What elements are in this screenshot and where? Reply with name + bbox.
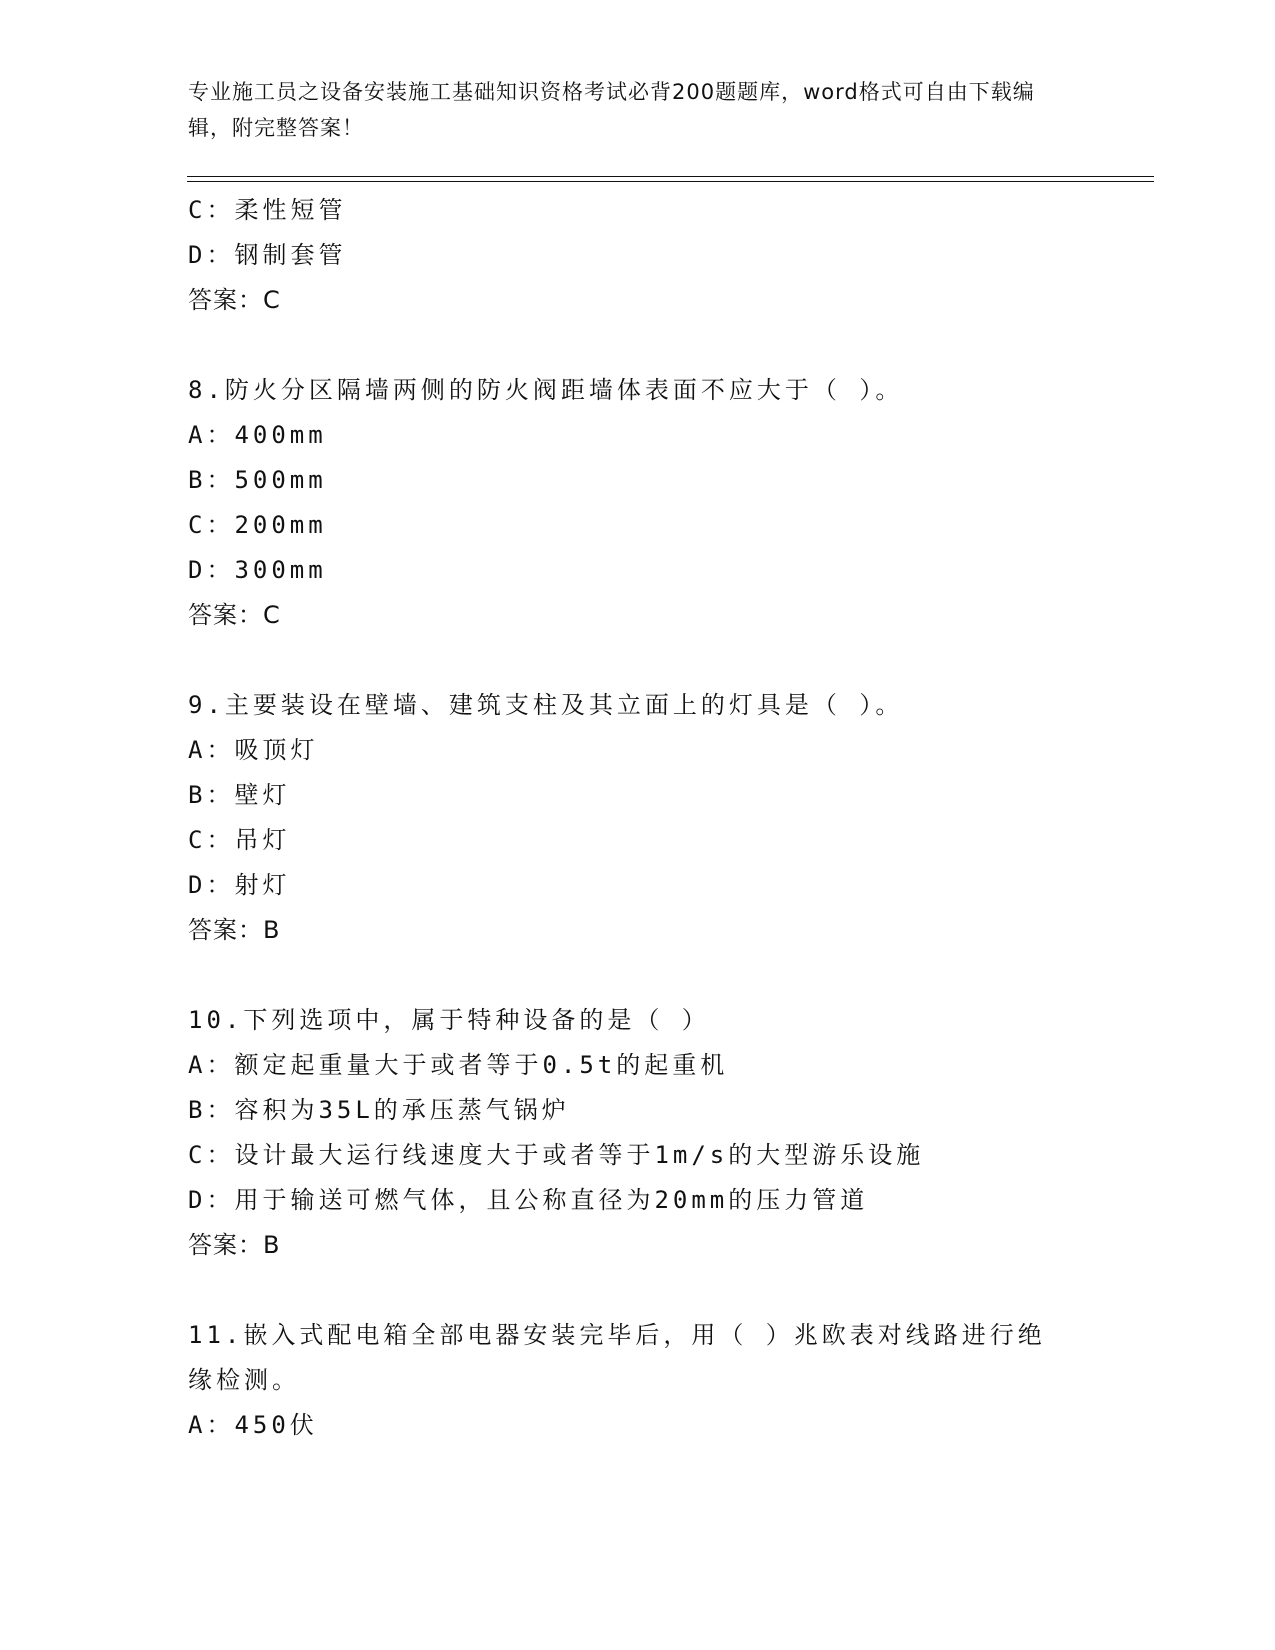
q8-option-c: C：200mm (188, 511, 327, 539)
q9-question: 9.主要装设在壁墙、建筑支柱及其立面上的灯具是（ ）。 (188, 691, 904, 719)
document-header: 专业施工员之设备安装施工基础知识资格考试必背200题题库，word格式可自由下载编辑，附完整答案！ (188, 80, 1035, 140)
q8-option-a: A：400mm (188, 421, 327, 449)
q8-option-d: D：300mm (188, 556, 327, 584)
q10-option-d: D：用于输送可燃气体，且公称直径为20mm的压力管道 (188, 1186, 869, 1214)
q10-option-a: A：额定起重量大于或者等于0.5t的起重机 (188, 1051, 729, 1079)
q9-option-b: B：壁灯 (188, 781, 291, 809)
q10-answer: 答案：B (188, 1231, 281, 1259)
q9-option-c: C：吊灯 (188, 826, 291, 854)
q8-option-b: B：500mm (188, 466, 327, 494)
header-rule-top (187, 176, 1154, 177)
q11-question-line-1: 11.嵌入式配电箱全部电器安装完毕后，用（ ）兆欧表对线路进行绝 (188, 1321, 1046, 1349)
q8-answer: 答案：C (188, 601, 281, 629)
q10-question: 10.下列选项中，属于特种设备的是（ ） (188, 1006, 710, 1034)
q7-answer: 答案：C (188, 286, 281, 314)
q7-option-d: D：钢制套管 (188, 241, 347, 269)
q9-option-d: D：射灯 (188, 871, 291, 899)
q11-question-line-2: 缘检测。 (188, 1366, 300, 1394)
header-rule-bottom (187, 181, 1154, 182)
q11-option-a: A：450伏 (188, 1411, 318, 1439)
q10-option-b: B：容积为35L的承压蒸气锅炉 (188, 1096, 570, 1124)
q8-question: 8.防火分区隔墙两侧的防火阀距墙体表面不应大于（ ）。 (188, 376, 904, 404)
q10-option-c: C：设计最大运行线速度大于或者等于1m/s的大型游乐设施 (188, 1141, 925, 1169)
q7-option-c: C：柔性短管 (188, 196, 347, 224)
q9-option-a: A：吸顶灯 (188, 736, 319, 764)
q9-answer: 答案：B (188, 916, 281, 944)
